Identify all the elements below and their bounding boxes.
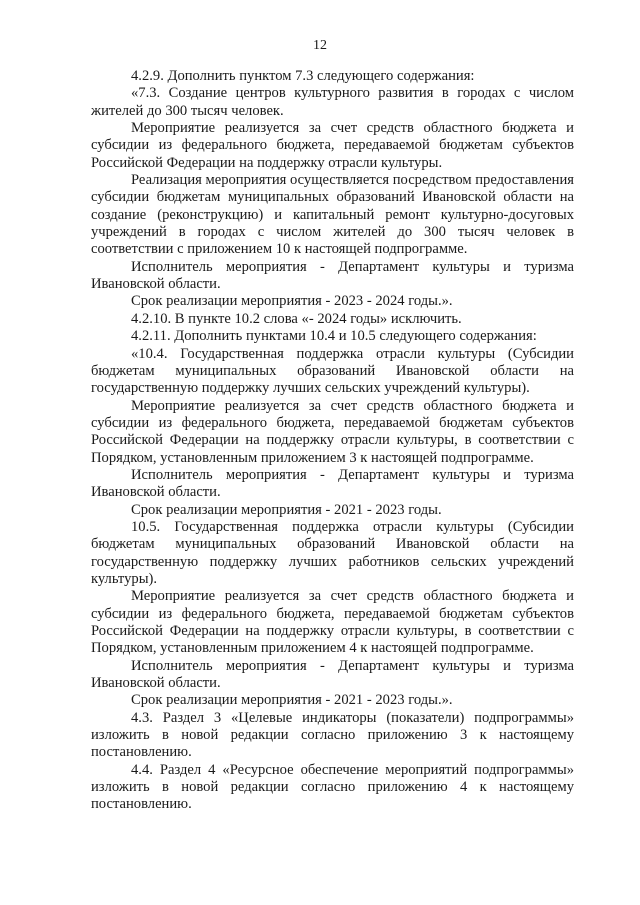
- paragraph: Срок реализации мероприятия - 2023 - 2024 годы.».: [131, 293, 453, 310]
- paragraph: 4.2.9. Дополнить пунктом 7.3 следующего содержания:: [131, 68, 475, 84]
- paragraph: Срок реализации мероприятия - 2021 - 2023 годы.».: [131, 692, 453, 709]
- paragraph: «7.3. Создание центров культурного развития в городах с числом жителей до 300 тысяч человек.: [91, 85, 574, 119]
- paragraph: 4.3. Раздел 3 «Целевые индикаторы (показатели) подпрограммы» изложить в новой редакции согласно приложению 3 к настоящему постановлению.: [91, 709, 574, 761]
- paragraph: Исполнитель мероприятия - Департамент культуры и туризма Ивановской области.: [91, 657, 574, 692]
- document-body: [91, 68, 574, 814]
- paragraph: Мероприятие реализуется за счет средств областного бюджета и субсидии из федерального бюджета, передаваемой бюджетам субъектов Российской Федерации на поддержку отрасли культуры, в соответствии с Порядком, установленным приложением 4 к настоящей подпрограмме.: [91, 588, 574, 657]
- paragraph: 10.5. Государственная поддержка отрасли культуры (Субсидии бюджетам муниципальных образований Ивановской области на государственную поддержку лучших работников сельских учреждений культуры).: [91, 518, 574, 587]
- paragraph: Исполнитель мероприятия - Департамент культуры и туризма Ивановской области.: [91, 466, 574, 501]
- paragraph: 4.4. Раздел 4 «Ресурсное обеспечение мероприятий подпрограммы» изложить в новой редакции согласно приложению 4 к настоящему постановлению.: [91, 761, 574, 813]
- page-number: 12: [313, 38, 327, 53]
- paragraph: Мероприятие реализуется за счет средств областного бюджета и субсидии из федерального бюджета, передаваемой бюджетам субъектов Российской Федерации на поддержку отрасли культуры.: [91, 120, 574, 171]
- paragraph: 4.2.11. Дополнить пунктами 10.4 и 10.5 следующего содержания:: [131, 328, 537, 345]
- paragraph: Срок реализации мероприятия - 2021 - 2023 годы.: [131, 501, 442, 518]
- paragraph: «10.4. Государственная поддержка отрасли культуры (Субсидии бюджетам муниципальных образований Ивановской области на государственную поддержку лучших сельских учреждений культуры).: [91, 345, 574, 397]
- paragraph: 4.2.10. В пункте 10.2 слова «- 2024 годы» исключить.: [131, 310, 462, 327]
- paragraph: Реализация мероприятия осуществляется посредством предоставления субсидии бюджетам муниципальных образований Ивановской области на создание (реконструкцию) и капитальный ремонт культурно-досуговых учреждений в городах с числом жителей до 300 тысяч человек в соответствии с приложением 10 к настоящей подпрограмме.: [91, 172, 575, 258]
- paragraph: Исполнитель мероприятия - Департамент культуры и туризма Ивановской области.: [91, 258, 574, 293]
- paragraph: Мероприятие реализуется за счет средств областного бюджета и субсидии из федерального бюджета, передаваемой бюджетам субъектов Российской Федерации на поддержку отрасли культуры, в соответствии с Порядком, установленным приложением 3 к настоящей подпрограмме.: [91, 397, 574, 466]
